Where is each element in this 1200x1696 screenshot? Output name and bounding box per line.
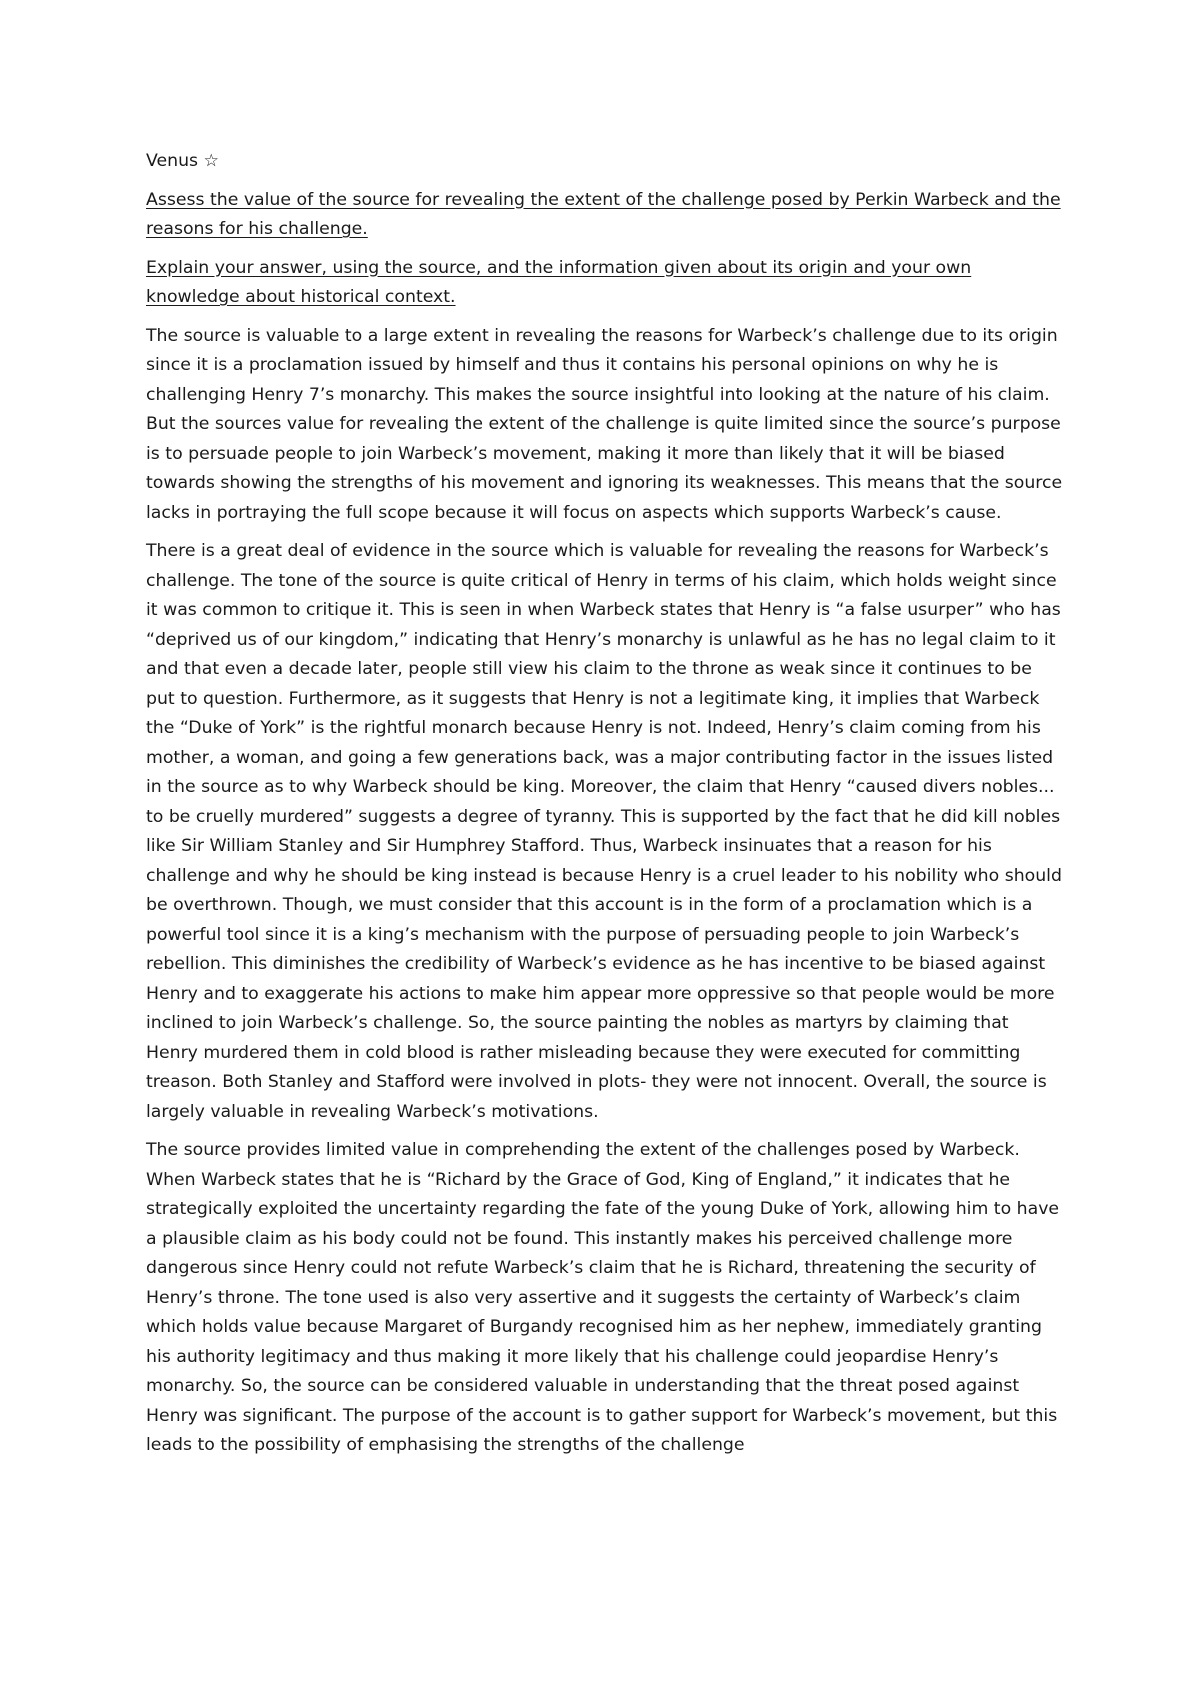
essay-paragraph-3: The source provides limited value in comprehending the extent of the challenges posed by Warbeck. When Warbeck states that he is “Richard by the Grace of God, King of England,” it indicates that he strategically exploited the uncertainty regarding the fate of the young Duke of York, allowing him to have a plausible claim as his body could not be found. This instantly makes his perceived challenge more dangerous since Henry could not refute Warbeck’s claim that he is Richard, threatening the security of Henry’s throne. The tone used is also very assertive and it suggests the certainty of Warbeck’s claim which holds value because Margaret of Burgandy recognised him as her nephew, immediately granting his authority legitimacy and thus making it more likely that his challenge could jeopardise Henry’s monarchy. So, the source can be considered valuable in understanding that the threat posed against Henry was significant. The purpose of the account is to gather support for Warbeck’s movement, but this leads to the possibility of emphasising the strengths of the challenge xyxy=(146,1140,1060,1455)
question-instructions: Explain your answer, using the source, and the information given about its origin and your own knowledge about historical context. xyxy=(146,257,972,307)
author-name: Venus xyxy=(146,151,199,171)
star-icon: ☆ xyxy=(203,151,220,171)
essay-paragraph-2: There is a great deal of evidence in the source which is valuable for revealing the reasons for Warbeck’s challenge. The tone of the source is quite critical of Henry in terms of his claim, which holds weight since it was common to critique it. This is seen in when Warbeck states that Henry is “a false usurper” who has “deprived us of our kingdom,” indicating that Henry’s monarchy is unlawful as he has no legal claim to it and that even a decade later, people still view his claim to the throne as weak since it continues to be put to question. Furthermore, as it suggests that Henry is not a legitimate king, it implies that Warbeck the “Duke of York” is the rightful monarch because Henry is not. Indeed, Henry’s claim coming from his mother, a woman, and going a few generations back, was a major contributing factor in the issues listed in the source as to why Warbeck should be king. Moreover, the claim that Henry “caused divers nobles... to be cruelly murdered” suggests a degree of tyranny. This is supported by the fact that he did kill nobles like Sir William Stanley and Sir Humphrey Stafford. Thus, Warbeck insinuates that a reason for his challenge and why he should be king instead is because Henry is a cruel leader to his nobility who should be overthrown. Though, we must consider that this account is in the form of a proclamation which is a powerful tool since it is a king’s mechanism with the purpose of persuading people to join Warbeck’s rebellion. This diminishes the credibility of Warbeck’s evidence as he has incentive to be biased against Henry and to exaggerate his actions to make him appear more oppressive so that people would be more inclined to join Warbeck’s challenge. So, the source painting the nobles as martyrs by claiming that Henry murdered them in cold blood is rather misleading because they were executed for committing treason. Both Stanley and Stafford were involved in plots- they were not innocent. Overall, the source is largely valuable in revealing Warbeck’s motivations. xyxy=(146,541,1062,1122)
essay-paragraph-1: The source is valuable to a large extent in revealing the reasons for Warbeck’s challenge due to its origin since it is a proclamation issued by himself and thus it contains his personal opinions on why he is challenging Henry 7’s monarchy. This makes the source insightful into looking at the nature of his claim. But the sources value for revealing the extent of the challenge is quite limited since the source’s purpose is to persuade people to join Warbeck’s movement, making it more than likely that it will be biased towards showing the strengths of his movement and ignoring its weaknesses. This means that the source lacks in portraying the full scope because it will focus on aspects which supports Warbeck’s cause. xyxy=(146,325,1063,523)
document-body xyxy=(146,147,1064,1470)
author-heading xyxy=(146,147,1064,177)
question-prompt: Assess the value of the source for revealing the extent of the challenge posed by Perkin Warbeck and the reasons for his challenge. xyxy=(146,189,1061,239)
